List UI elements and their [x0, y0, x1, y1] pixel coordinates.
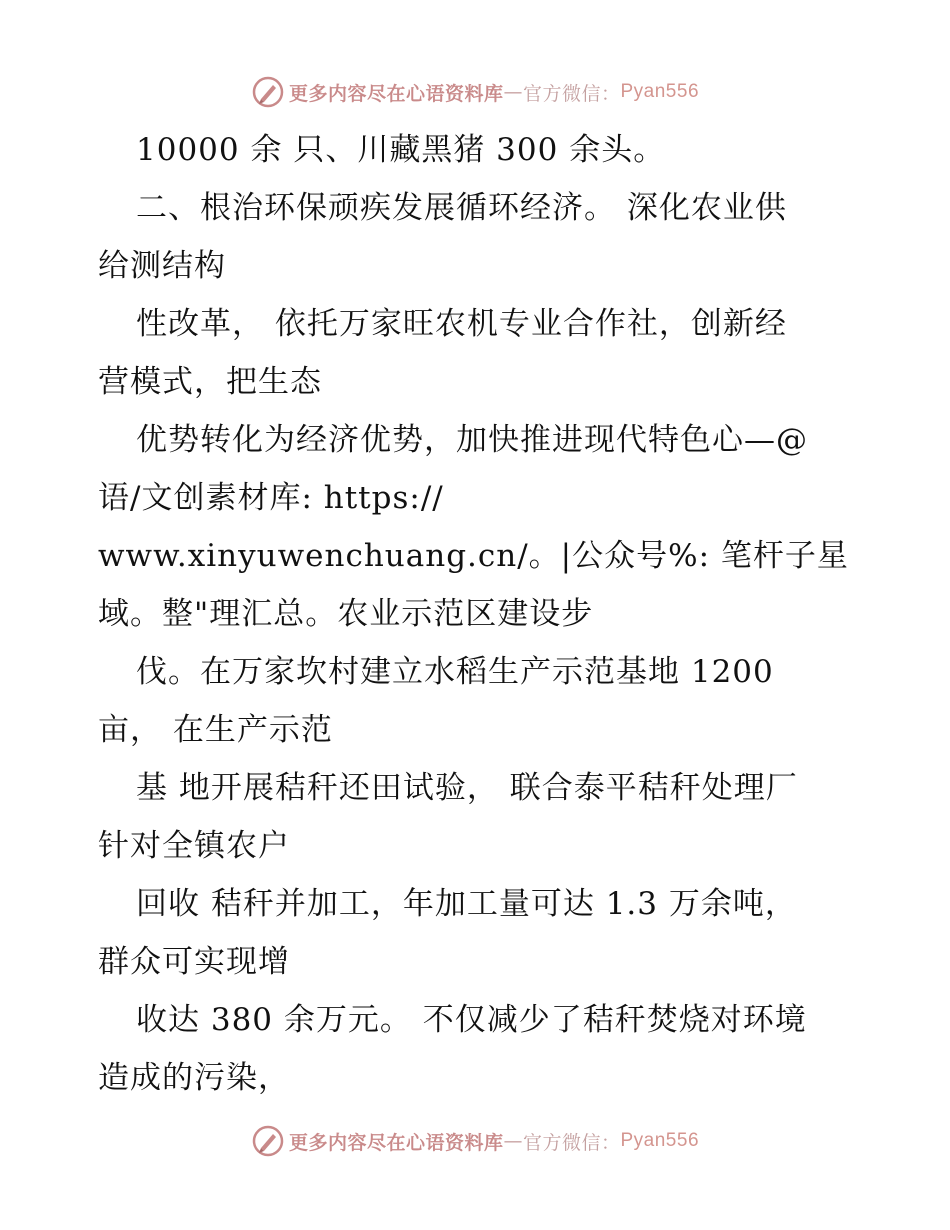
watermark-separator: — — [503, 1130, 523, 1152]
watermark-label: 官方微信： — [522, 1131, 621, 1154]
text-line-16: 收达 380 余万元。 不仅减少了秸秆焚烧对环境 — [136, 1002, 807, 1038]
pen-logo-icon — [251, 75, 285, 109]
watermark-main-text: 更多内容尽在心语资料库 — [288, 82, 504, 105]
text-line-6: 优势转化为经济优势，加快推进现代特色心—@ — [136, 422, 808, 458]
text-line-12: 基 地开展秸秆还田试验， 联合泰平秸秆处理厂 — [136, 770, 798, 806]
watermark-label: 官方微信： — [522, 82, 621, 105]
watermark-wechat-id: Pyan556 — [620, 1130, 700, 1151]
footer-watermark — [0, 1121, 950, 1161]
text-line-8: www.xinyuwenchuang.cn/。|公众号%: 笔杆子星 — [98, 538, 849, 574]
text-line-2: 二、根治环保顽疾发展循环经济。 深化农业供 — [136, 190, 787, 226]
text-line-14: 回收 秸秆并加工，年加工量可达 1.3 万余吨， — [136, 886, 797, 922]
watermark-main-text: 更多内容尽在心语资料库 — [288, 1131, 504, 1154]
header-watermark — [0, 72, 950, 112]
text-line-1: 10000 余 只、川藏黑猪 300 余头。 — [136, 132, 666, 168]
text-line-9: 域。整"理汇总。农业示范区建设步 — [98, 596, 594, 632]
watermark-separator: — — [503, 81, 523, 103]
text-line-4: 性改革， 依托万家旺农机专业合作社，创新经 — [136, 306, 787, 342]
text-line-13: 针对全镇农户 — [98, 828, 290, 864]
pen-logo-icon — [251, 1124, 285, 1158]
text-line-7: 语/文创素材库: https:// — [98, 480, 444, 516]
text-line-11: 亩， 在生产示范 — [98, 712, 333, 748]
text-line-3: 给测结构 — [98, 248, 226, 284]
watermark-wechat-id: Pyan556 — [620, 81, 700, 102]
text-line-5: 营模式，把生态 — [98, 364, 322, 400]
text-line-10: 伐。在万家坎村建立水稻生产示范基地 1200 — [136, 654, 774, 690]
text-line-17: 造成的污染， — [98, 1060, 290, 1096]
text-line-15: 群众可实现增 — [98, 944, 290, 980]
